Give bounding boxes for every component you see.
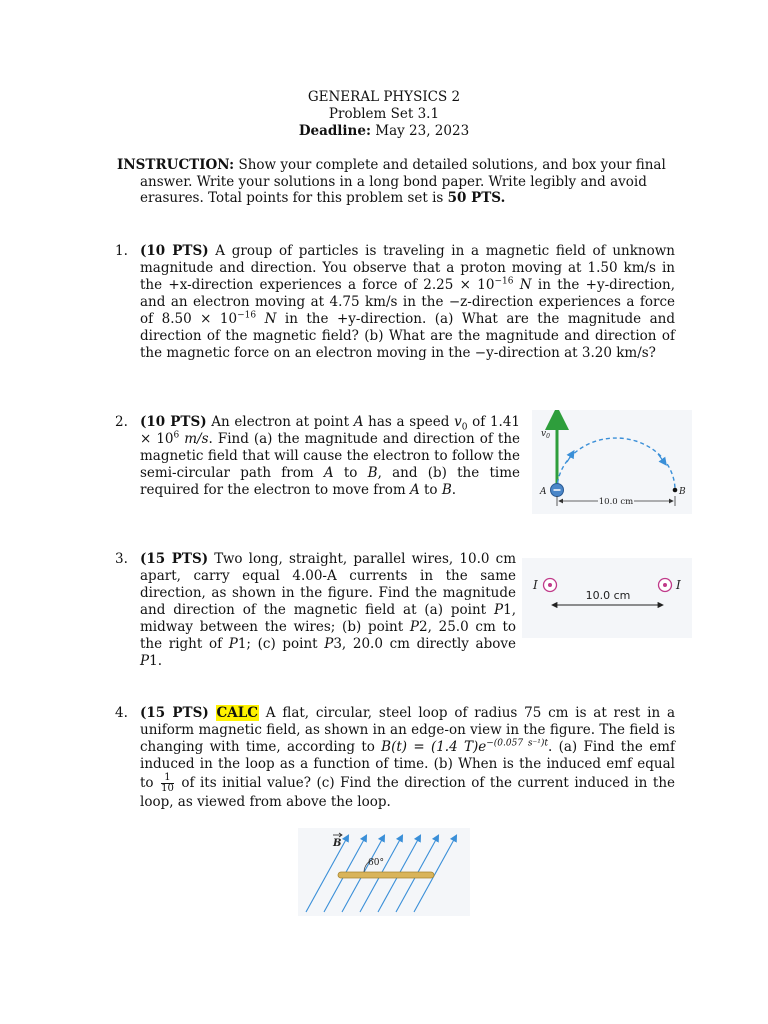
problem-text: ; (c) point <box>246 636 318 652</box>
deadline-line <box>0 123 768 140</box>
problem-points: (15 PTS) <box>140 705 209 721</box>
problem-4 <box>115 705 675 811</box>
point-label: A <box>353 414 364 430</box>
problem-text: has a speed <box>368 414 450 430</box>
problem-number: 4. <box>115 705 128 721</box>
instruction-label: INSTRUCTION: <box>117 157 235 173</box>
problem-text: , and (b) the time required for the electron to move from <box>140 465 520 498</box>
problem-text: to <box>424 482 438 498</box>
problem-text: , midway between the wires; (b) point <box>140 602 517 635</box>
fraction-numerator: 1 <box>161 773 174 784</box>
problem-text: An electron at point <box>211 414 349 430</box>
current-label-left: I <box>533 578 538 592</box>
exponent: 6 <box>173 430 180 441</box>
problem-text: A flat, circular, steel loop of radius 75 cm is at rest in a uniform magnetic field, as shown in an edge-on view in the figure. The field is changing with time, according to <box>140 705 675 755</box>
problem-text: . <box>157 653 162 669</box>
point-label: P <box>409 619 419 635</box>
point-label: B <box>441 482 452 498</box>
problem-text: of its initial value? (c) Find the direction of the current induced in the loop, as viewed from above the loop. <box>140 775 675 810</box>
point-number: 1 <box>237 636 247 652</box>
problem-text: to <box>343 465 358 481</box>
problem-3 <box>115 551 517 670</box>
dot-icon <box>663 583 667 587</box>
point-label: B <box>367 465 378 481</box>
problem-points: (10 PTS) <box>140 243 209 259</box>
velocity-label: $v_0$ <box>541 429 550 440</box>
problem-text: . Find (a) the magnitude and direction of the magnetic field that will cause the electron to follow the semi-circular path from <box>140 431 521 481</box>
point-number: 2 <box>419 619 428 635</box>
unit: m/s <box>184 431 209 447</box>
angle-label: 60° <box>368 858 384 868</box>
distance-label: 10.0 cm <box>585 589 631 602</box>
instruction-block <box>117 157 680 207</box>
exponent: −16 <box>494 276 514 287</box>
problem-text: , 20.0 cm directly above <box>341 636 516 652</box>
unit: N <box>519 277 532 293</box>
problem-points: (15 PTS) <box>140 551 209 567</box>
problem-text: . <box>451 482 457 498</box>
steel-loop-edge <box>338 872 434 878</box>
figure-electron-path <box>532 410 692 514</box>
problem-points: (10 PTS) <box>140 414 207 430</box>
problem-text: . (a) Find the emf induced in the loop as a function of time. (b) When is the induced emf equal to <box>140 739 675 791</box>
unit: N <box>264 311 277 327</box>
problem-number: 2. <box>115 414 128 430</box>
point-label: P <box>324 636 334 652</box>
course-title: GENERAL PHYSICS 2 <box>307 89 461 105</box>
point-label: A <box>323 465 334 481</box>
dot-icon <box>548 583 552 587</box>
fraction-denominator: 10 <box>161 783 174 794</box>
problem-text: of 1.41 × 10 <box>140 414 521 447</box>
field-label: B <box>333 838 342 849</box>
point-number: 1 <box>503 602 512 618</box>
calc-tag: CALC <box>216 705 258 721</box>
instruction-text: Show your complete and detailed solutions, and box your final answer. Write your solutions in a long bond paper. Write legibly and avoid erasures. Total points for this problem set is <box>140 157 666 206</box>
problem-number: 3. <box>115 551 128 567</box>
problem-text: A group of particles is traveling in a magnetic field of unknown magnitude and direction. You observe that a proton moving at 1.50 km/s in the +x-direction experiences a force of 2.25 × 10 <box>140 243 675 293</box>
point-label: A <box>409 482 420 498</box>
current-label-right: I <box>676 578 681 592</box>
problem-number: 1. <box>115 243 128 259</box>
point-label: P <box>494 602 504 618</box>
figure-parallel-wires <box>522 558 692 638</box>
instruction-points: 50 PTS. <box>447 190 506 206</box>
figure-loop-in-field <box>298 828 470 916</box>
equation-exponent: −(0.057 s⁻¹)t <box>486 738 549 749</box>
point-b-label: B <box>679 487 686 497</box>
problem-text: Two long, straight, parallel wires, 10.0 cm apart, carry equal 4.00-A currents in the same direction, as shown in the figure. Find the magnitude and direction of the magnetic field at (a) point <box>140 551 516 618</box>
point-a-label: A <box>540 487 547 497</box>
distance-label: 10.0 cm <box>598 497 634 507</box>
point-label: P <box>140 653 150 669</box>
point-number: 3 <box>333 636 342 652</box>
equation: B(t) = (1.4 T)e <box>381 739 487 755</box>
point-b-marker <box>673 488 678 493</box>
problem-text: in the +y-direction, and an electron moving at 4.75 km/s in the −z-direction experiences a force of 8.50 × 10 <box>140 277 675 327</box>
fraction <box>161 773 174 794</box>
velocity-subscript: 0 <box>461 422 468 433</box>
exponent: −16 <box>237 310 257 321</box>
problem-set-title: Problem Set 3.1 <box>328 106 440 122</box>
point-label: P <box>228 636 238 652</box>
problem-text: , 25.0 cm to the right of <box>140 619 517 652</box>
velocity-symbol: v <box>454 414 462 430</box>
deadline-label: Deadline: <box>298 123 371 139</box>
problem-text: in the +y-direction. (a) What are the magnitude and direction of the magnetic field? (b) What are the magnitude and direction of the magnetic force on an electron moving in the −y-direction at 3.20 km/s? <box>140 311 676 361</box>
problem-2 <box>115 414 521 499</box>
problem-1 <box>115 243 676 362</box>
deadline-value: May 23, 2023 <box>375 123 470 139</box>
point-number: 1 <box>149 653 158 669</box>
